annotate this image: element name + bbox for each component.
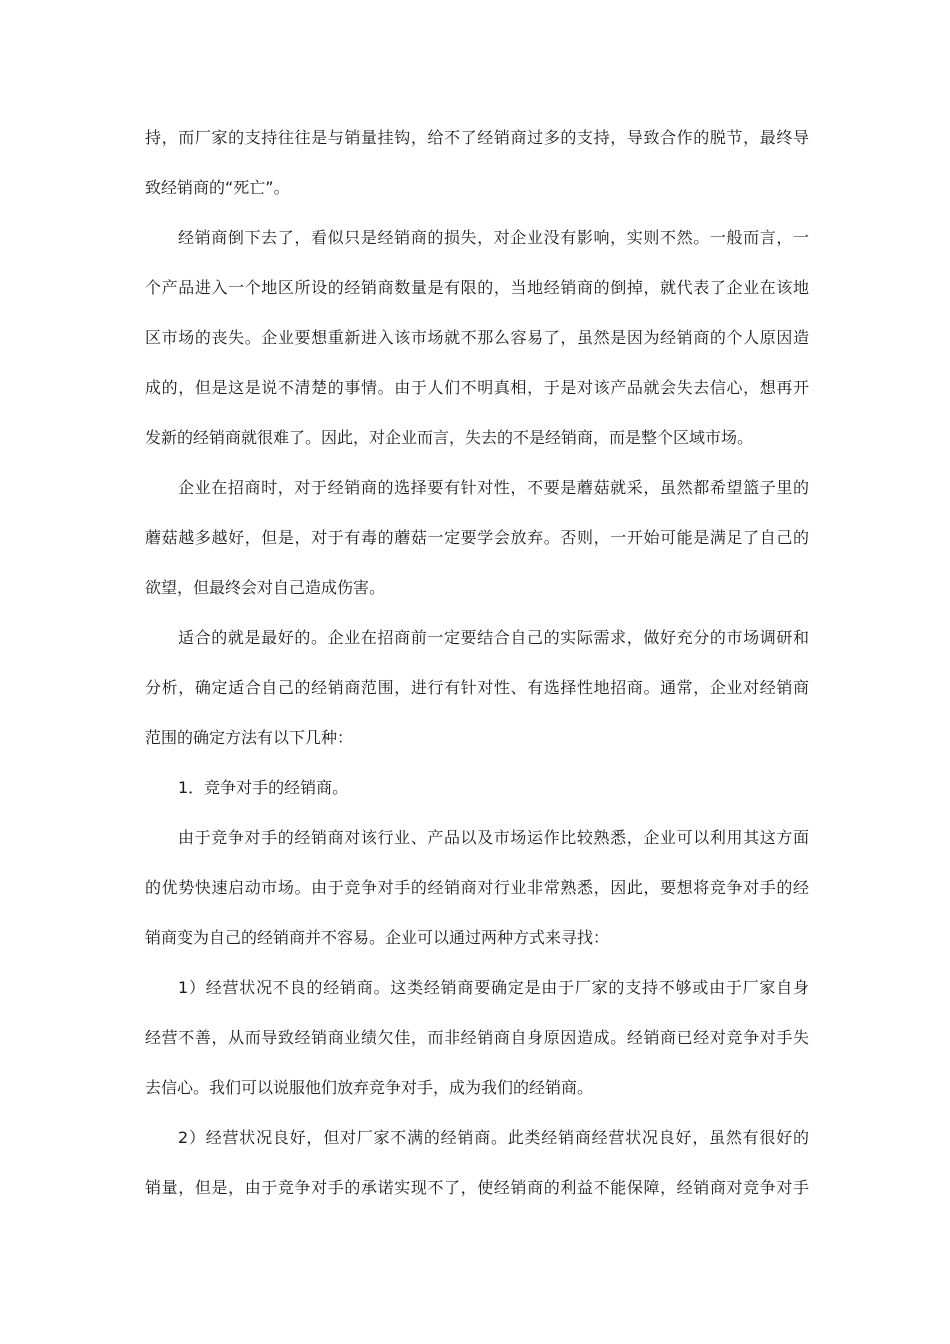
- text-line: 销量，但是，由于竞争对手的承诺实现不了，使经销商的利益不能保障，经销商对竞争对手: [145, 1178, 809, 1197]
- text-line: 去信心。我们可以说服他们放弃竞争对手，成为我们的经销商。: [145, 1078, 594, 1097]
- text-line: 成的，但是这是说不清楚的事情。由于人们不明真相，于是对该产品就会失去信心，想再开: [145, 378, 809, 397]
- text-line: 蘑菇越多越好，但是，对于有毒的蘑菇一定要学会放弃。否则，一开始可能是满足了自己的: [145, 528, 809, 547]
- section-heading: 1．竞争对手的经销商。: [178, 778, 349, 797]
- text-line: 发新的经销商就很难了。因此，对企业而言，失去的不是经销商，而是整个区域市场。: [145, 428, 754, 447]
- text-line: 欲望，但最终会对自己造成伤害。: [145, 578, 386, 597]
- text-line: 企业在招商时，对于经销商的选择要有针对性，不要是蘑菇就采，虽然都希望篮子里的: [178, 478, 809, 497]
- text-line: 范围的确定方法有以下几种：: [145, 728, 354, 747]
- text-line: 区市场的丧失。企业要想重新进入该市场就不那么容易了，虽然是因为经销商的个人原因造: [145, 328, 809, 347]
- text-line: 经营不善，从而导致经销商业绩欠佳，而非经销商自身原因造成。经销商已经对竞争对手失: [145, 1028, 809, 1047]
- text-line: 由于竞争对手的经销商对该行业、产品以及市场运作比较熟悉，企业可以利用其这方面: [178, 828, 809, 847]
- text-line: 销商变为自己的经销商并不容易。企业可以通过两种方式来寻找：: [145, 928, 610, 947]
- text-line: 经销商倒下去了，看似只是经销商的损失，对企业没有影响，实则不然。一般而言，一: [178, 228, 809, 247]
- text-line: 分析，确定适合自己的经销商范围，进行有针对性、有选择性地招商。通常，企业对经销商: [145, 678, 809, 697]
- text-line: 1）经营状况不良的经销商。这类经销商要确定是由于厂家的支持不够或由于厂家自身: [178, 978, 809, 997]
- text-line: 适合的就是最好的。企业在招商前一定要结合自己的实际需求，做好充分的市场调研和: [178, 628, 809, 647]
- text-line: 个产品进入一个地区所设的经销商数量是有限的，当地经销商的倒掉，就代表了企业在该地: [145, 278, 809, 297]
- text-line: 2）经营状况良好，但对厂家不满的经销商。此类经销商经营状况良好，虽然有很好的: [178, 1128, 809, 1147]
- text-line: 持，而厂家的支持往往是与销量挂钩，给不了经销商过多的支持，导致合作的脱节，最终导: [145, 128, 809, 147]
- text-line: 的优势快速启动市场。由于竞争对手的经销商对行业非常熟悉，因此，要想将竞争对手的经: [145, 878, 809, 897]
- text-line: 致经销商的“死亡”。: [145, 178, 290, 197]
